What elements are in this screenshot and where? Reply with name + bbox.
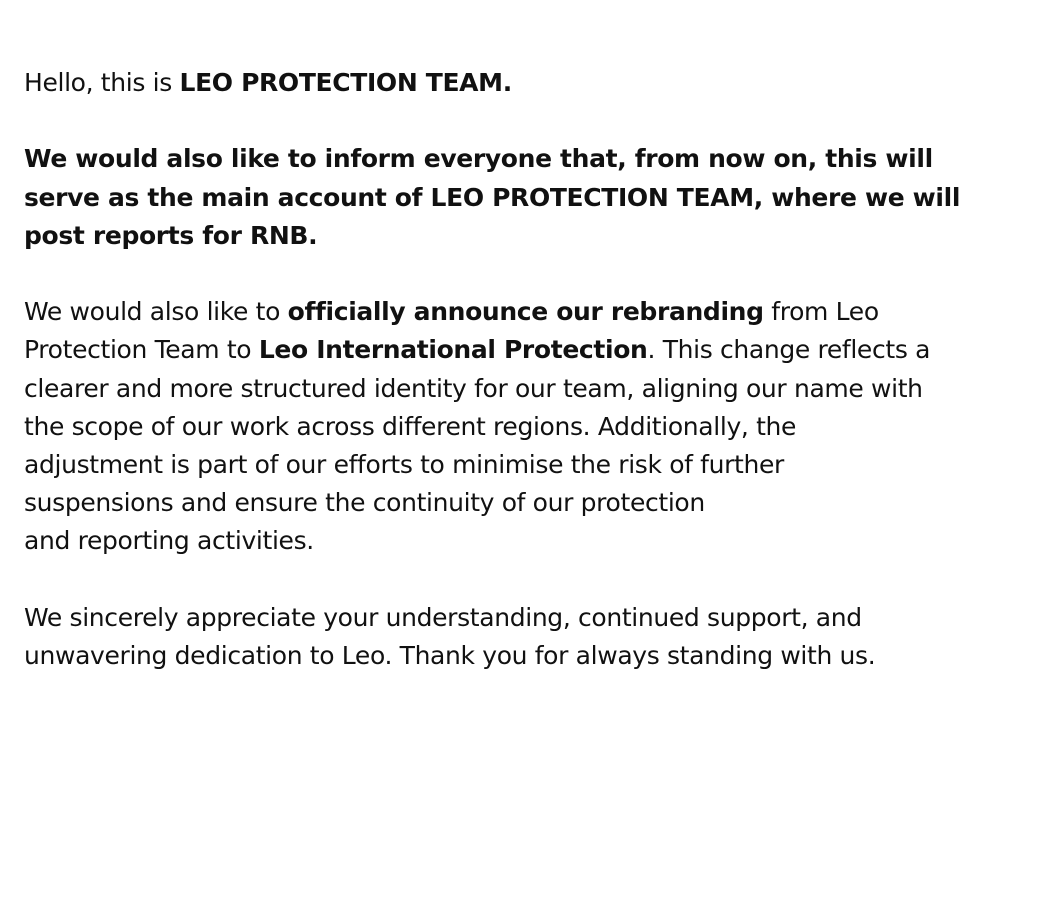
rebranding-line: clearer and more structured identity for our team, aligning our name with: [24, 373, 923, 403]
closing-line: unwavering dedication to Leo. Thank you for always standing with us.: [24, 641, 876, 670]
closing-paragraph: [24, 599, 1044, 675]
main-account-notice-line: We would also like to inform everyone that, from now on, this will: [24, 144, 933, 174]
rebranding-line: and reporting activities.: [24, 526, 314, 556]
new-name-highlight: Leo International Protection: [258, 335, 648, 365]
rebranding-paragraph: [24, 293, 1044, 560]
rebranding-line: [24, 331, 1044, 369]
announcement-document: [24, 64, 1044, 713]
main-account-notice-paragraph: [24, 140, 1044, 255]
rebranding-text: from Leo: [763, 297, 879, 327]
rebranding-line: suspensions and ensure the continuity of our protection: [24, 488, 705, 518]
rebranding-text: Protection Team to: [24, 335, 259, 365]
main-account-notice-line: serve as the main account of LEO PROTECTION TEAM, where we will: [24, 182, 961, 212]
greeting-line: [24, 64, 1044, 102]
team-name: LEO PROTECTION TEAM.: [179, 68, 512, 97]
main-account-notice-line: post reports for RNB.: [24, 220, 318, 250]
greeting-paragraph: [24, 64, 1044, 102]
rebranding-text: We would also like to: [24, 297, 288, 327]
rebranding-line: the scope of our work across different regions. Additionally, the: [24, 411, 797, 441]
rebranding-line: adjustment is part of our efforts to minimise the risk of further: [24, 450, 784, 479]
greeting-prefix: Hello, this is: [24, 68, 180, 97]
rebranding-line: [24, 293, 1044, 331]
rebranding-highlight: officially announce our rebranding: [287, 297, 764, 327]
closing-line: We sincerely appreciate your understanding, continued support, and: [24, 602, 862, 632]
rebranding-text: . This change reflects a: [647, 335, 931, 365]
